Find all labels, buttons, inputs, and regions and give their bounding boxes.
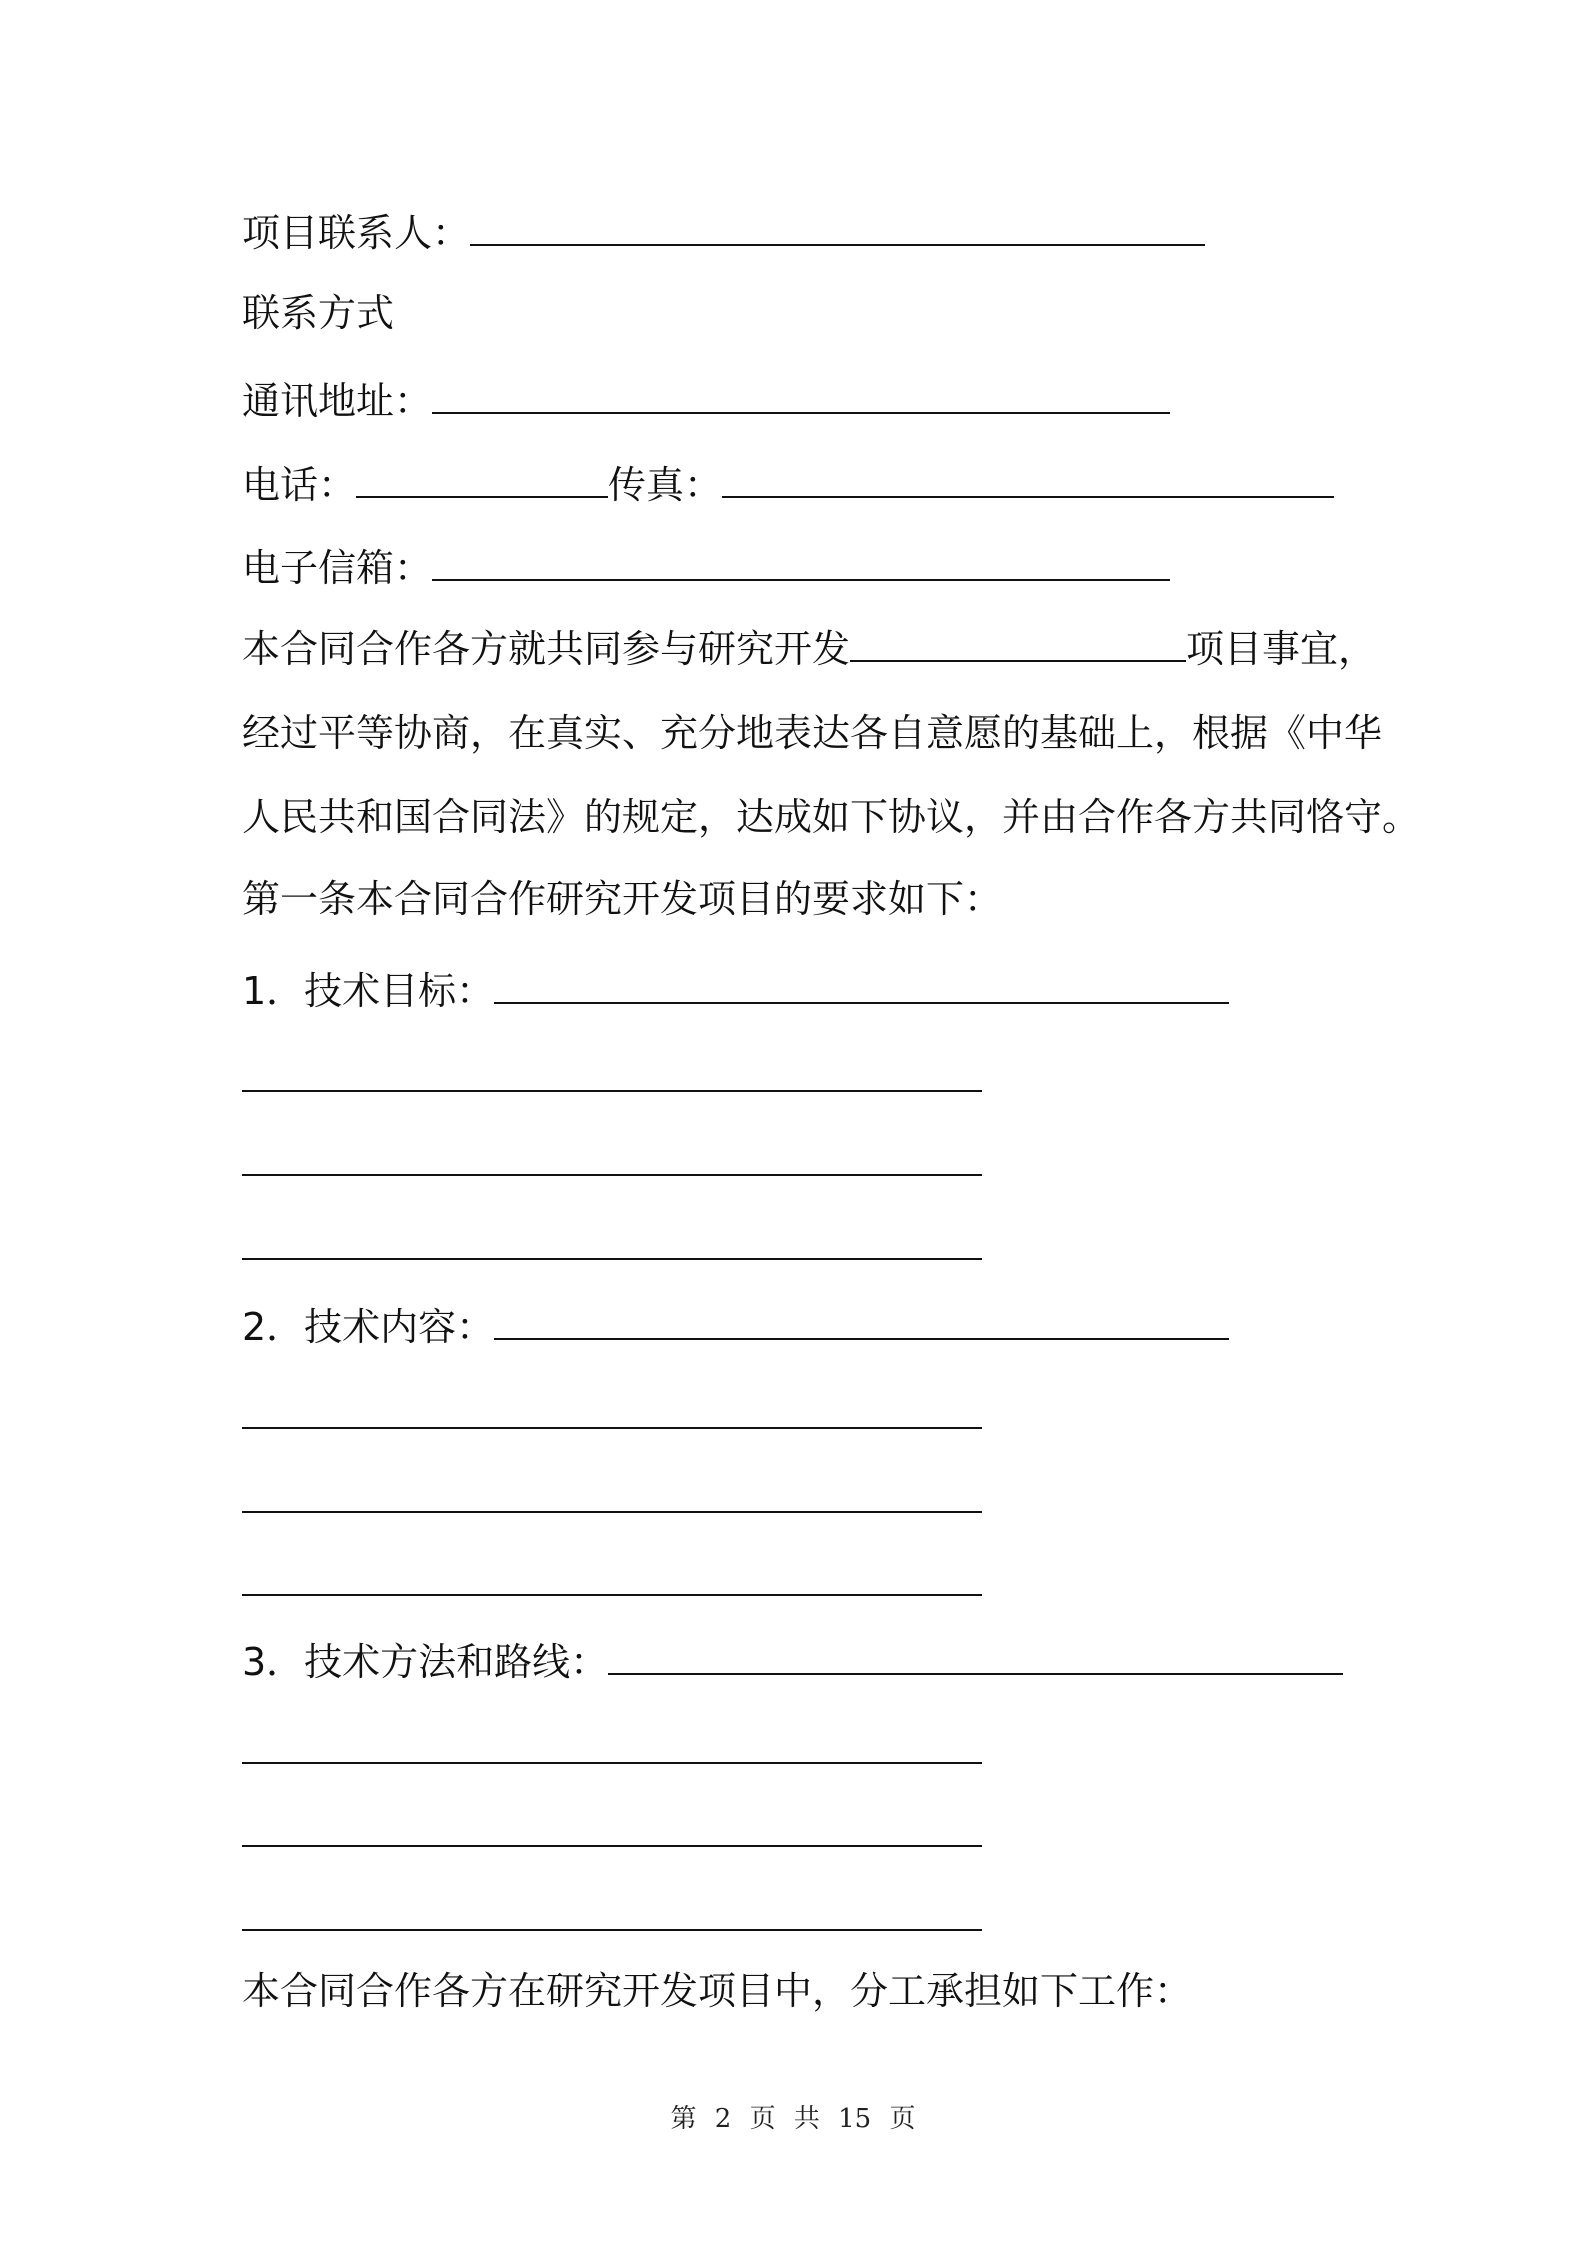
item-3-extra-line-1[interactable] bbox=[242, 1762, 982, 1764]
item-3-row bbox=[242, 1637, 1343, 1687]
project-name-blank[interactable] bbox=[850, 624, 1186, 662]
item-1-blank[interactable] bbox=[494, 966, 1229, 1004]
email-row bbox=[242, 543, 1170, 593]
fax-label: 传真： bbox=[608, 463, 723, 507]
project-contact-row bbox=[242, 208, 1205, 258]
paragraph-line-1 bbox=[242, 624, 1376, 674]
fax-blank[interactable] bbox=[722, 460, 1334, 498]
paragraph-line-3 bbox=[242, 792, 1420, 842]
paragraph-line-1-text-b: 项目事宜， bbox=[1186, 627, 1377, 671]
article-1-title-text: 第一条本合同合作研究开发项目的要求如下： bbox=[242, 877, 1003, 921]
item-1-extra-line-2[interactable] bbox=[242, 1174, 982, 1176]
project-contact-blank[interactable] bbox=[470, 208, 1205, 246]
page-number: 第 2 页 共 15 页 bbox=[670, 2104, 916, 2134]
paragraph-line-2-text: 经过平等协商，在真实、充分地表达各自意愿的基础上，根据《中华 bbox=[242, 711, 1383, 755]
email-blank[interactable] bbox=[432, 543, 1170, 581]
item-1-extra-line-1[interactable] bbox=[242, 1090, 982, 1092]
item-2-row bbox=[242, 1302, 1229, 1352]
address-blank[interactable] bbox=[432, 376, 1170, 414]
paragraph-line-3-text: 人民共和国合同法》的规定，达成如下协议，并由合作各方共同恪守。 bbox=[242, 795, 1421, 839]
item-3-extra-line-3[interactable] bbox=[242, 1929, 982, 1931]
phone-fax-row bbox=[242, 460, 1334, 510]
item-3-blank[interactable] bbox=[608, 1637, 1343, 1675]
project-contact-label: 项目联系人： bbox=[242, 211, 471, 255]
item-2-extra-line-1[interactable] bbox=[242, 1427, 982, 1429]
item-1-extra-line-3[interactable] bbox=[242, 1258, 982, 1260]
page-footer bbox=[0, 2098, 1586, 2135]
item-1-row bbox=[242, 966, 1229, 1016]
closing-line bbox=[242, 1966, 1192, 2016]
contact-method-label: 联系方式 bbox=[242, 291, 395, 335]
closing-text: 本合同合作各方在研究开发项目中，分工承担如下工作： bbox=[242, 1969, 1193, 2013]
phone-blank[interactable] bbox=[356, 460, 608, 498]
paragraph-line-1-text-a: 本合同合作各方就共同参与研究开发 bbox=[242, 627, 851, 671]
article-1-title bbox=[242, 874, 1002, 924]
contact-method-heading bbox=[242, 288, 394, 338]
paragraph-line-2 bbox=[242, 708, 1382, 758]
item-2-extra-line-3[interactable] bbox=[242, 1594, 982, 1596]
item-3-label: 3．技术方法和路线： bbox=[242, 1640, 609, 1684]
item-2-extra-line-2[interactable] bbox=[242, 1511, 982, 1513]
item-2-blank[interactable] bbox=[494, 1302, 1229, 1340]
item-1-label: 1．技术目标： bbox=[242, 969, 495, 1013]
item-3-extra-line-2[interactable] bbox=[242, 1845, 982, 1847]
address-row bbox=[242, 376, 1170, 426]
address-label: 通讯地址： bbox=[242, 379, 433, 423]
email-label: 电子信箱： bbox=[242, 546, 433, 590]
phone-label: 电话： bbox=[242, 463, 357, 507]
item-2-label: 2．技术内容： bbox=[242, 1305, 495, 1349]
